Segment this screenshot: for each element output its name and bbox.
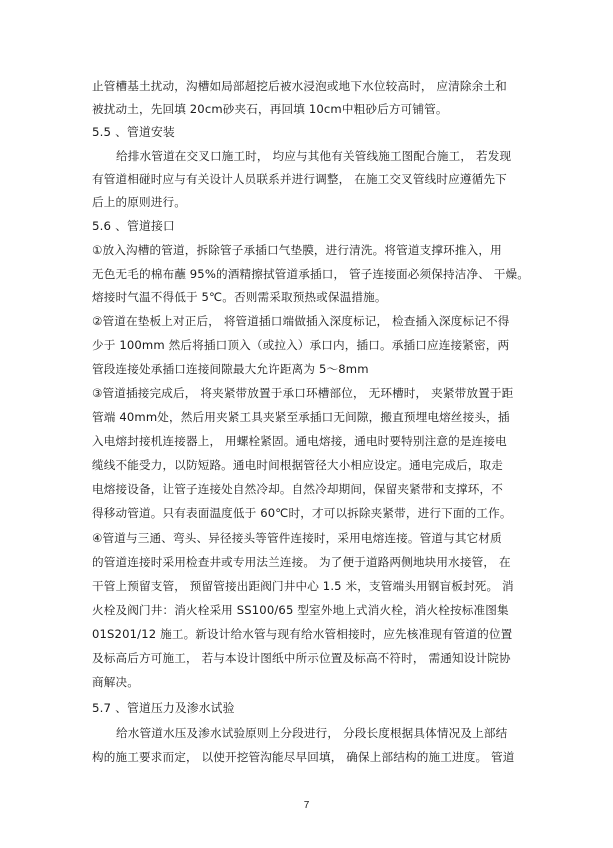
text-line: 得移动管道。只有表面温度低于 60℃时，才可以拆除夹紧带，进行下面的工作。 xyxy=(92,506,512,520)
text-line: 火栓及阀门井：消火栓采用 SS100/65 型室外地上式消火栓，消火栓按标准图集 xyxy=(92,603,509,617)
text-line: 入电熔封接机连接器上， 用螺栓紧固。通电熔接，通电时要特别注意的是连接电 xyxy=(92,434,507,448)
text-line: 管段连接处承插口连接间隙最大允许距离为 5～8mm xyxy=(92,362,369,376)
section-heading: 5.6 、管道接口 xyxy=(92,219,175,233)
text-line: 电熔接设备，让管子连接处自然冷却。自然冷却期间，保留夹紧带和支撑环，不 xyxy=(92,482,504,496)
text-line: 被扰动土，先回填 20cm砂夹石，再回填 10cm中粗砂后方可铺管。 xyxy=(92,102,448,116)
text-line: 01S201/12 施工。新设计给水管与现有给水管相接时，应先核准现有管道的位置 xyxy=(92,627,513,641)
page-number: 7 xyxy=(303,800,310,811)
section-heading: 5.7 、管道压力及渗水试验 xyxy=(92,701,235,715)
text-line: 有管道相碰时应与有关设计人员联系并进行调整， 在施工交叉管线时应遵循先下 xyxy=(92,172,507,186)
text-line: ①放入沟槽的管道，拆除管子承插口气垫膜，进行清洗。将管道支撑环推入，用 xyxy=(92,243,502,257)
text-line: 熔接时气温不得低于 5℃。否则需采取预热或保温措施。 xyxy=(92,290,387,304)
text-line: ②管道在垫板上对正后， 将管道插口端做插入深度标记， 检查插入深度标记不得 xyxy=(92,314,510,328)
text-line: ④管道与三通、弯头、异径接头等管件连接时，采用电熔连接。管道与其它材质 xyxy=(92,531,502,545)
text-line: 管端 40mm处，然后用夹紧工具夹紧至承插口无间隙，搬直预埋电熔丝接头，插 xyxy=(92,410,510,424)
text-line: 的管道连接时采用检查井或专用法兰连接。 为了便于道路两侧地块用水接管， 在 xyxy=(92,555,511,569)
text-line: 及标高后方可施工， 若与本设计图纸中所示位置及标高不符时， 需通知设计院协 xyxy=(92,651,511,665)
text-line: 给水管道水压及渗水试验原则上分段进行， 分段长度根据具体情况及上部结 xyxy=(116,726,508,740)
text-line: 止管槽基土扰动，沟槽如局部超挖后被水浸泡或地下水位较高时， 应清除余土和 xyxy=(92,79,507,93)
text-line: 构的施工要求而定， 以使开挖管沟能尽早回填， 确保上部结构的施工进度。 管道 xyxy=(92,750,515,764)
text-line: 干管上预留支管， 预留管接出距阀门井中心 1.5 米，支管端头用钢盲板封死。 消 xyxy=(92,579,514,593)
text-line: 少于 100mm 然后将插口顶入（或拉入）承口内，插口。承插口应连接紧密，两 xyxy=(92,338,510,352)
text-line: 商解决。 xyxy=(92,675,139,689)
text-line: 给排水管道在交叉口施工时， 均应与其他有关管线施工图配合施工， 若发现 xyxy=(116,149,512,163)
text-line: ③管道插接完成后， 将夹紧带放置于承口环槽部位， 无环槽时， 夹紧带放置于距 xyxy=(92,386,514,400)
section-heading: 5.5 、管道安装 xyxy=(92,125,175,139)
text-line: 缆线不能受力，以防短路。通电时间根据管径大小相应设定。通电完成后，取走 xyxy=(92,458,504,472)
text-line: 无色无毛的棉布蘸 95%的酒精擦拭管道承插口， 管子连接面必须保持洁净、 干燥。 xyxy=(92,267,530,281)
text-line: 后上的原则进行。 xyxy=(92,195,186,209)
